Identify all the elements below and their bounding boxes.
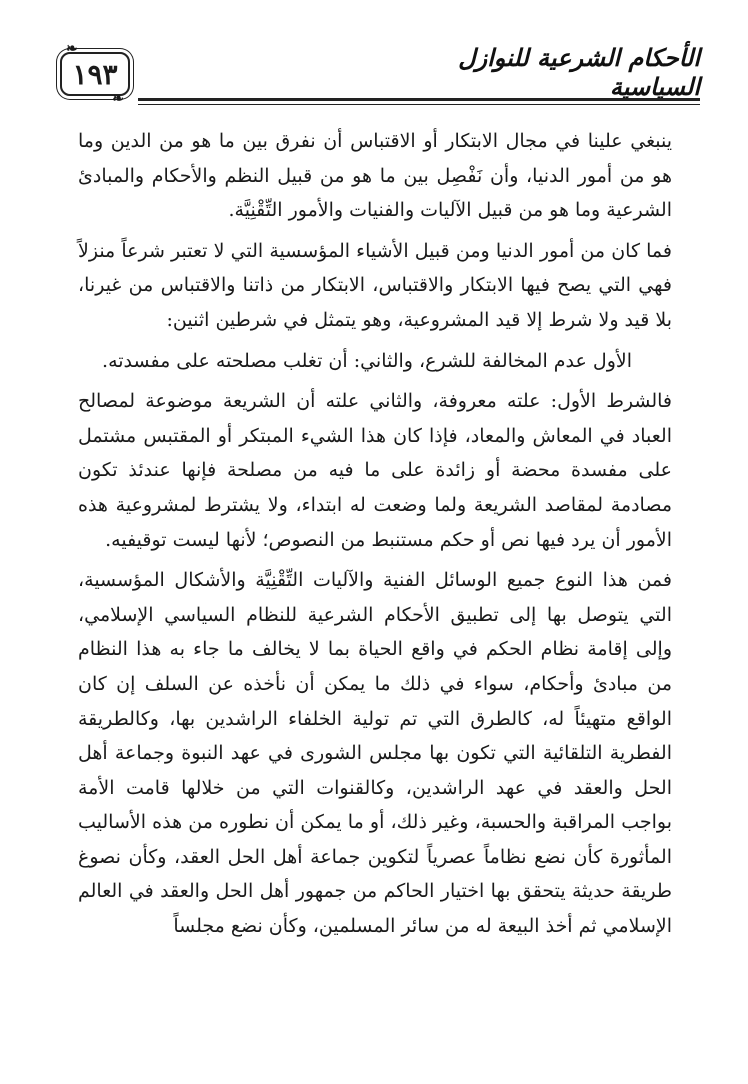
header-divider (138, 98, 700, 101)
page-header (60, 41, 700, 107)
header-divider-thin (138, 104, 700, 105)
paragraph: فالشرط الأول: علته معروفة، والثاني علته أن الشريعة موضوعة لمصالح العباد في المعاش والمعاد، فإذا كان هذا الشيء المبتكر أو المقتبس مشتمل على مفسدة محضة أو زائدة على ما فيه من مصلحة فإنها عندئذ تكون مصادمة لمقاصد الشريعة ولما وضعت له ابتداء، ولا يشترط لمشروعية هذه الأمور أن يرد فيها نص أو حكم مستنبط من النصوص؛ لأنها ليست توقيفيه. (78, 390, 672, 551)
paragraph: فمن هذا النوع جميع الوسائل الفنية والآليات التِّقْنِيَّة والأشكال المؤسسية، التي يتوصل بها إلى تطبيق الأحكام الشرعية للنظام السياسي الإسلامي، وإلى إقامة نظام الحكم في واقع الحياة بما لا يخالف ما جاء به هذا النظام من مبادئ وأحكام، سواء في ذلك ما يمكن أن نأخذه عن السلف إن كان الواقع متهيئاً له، كالطرق التي تم تولية الخلفاء الراشدين بها، وكالطريقة الفطرية التلقائية التي تكون بها مجلس الشورى في عهد النبوة وجماعة أهل الحل والعقد في عهد الراشدين، وكالقنوات التي من خلالها قامت الأمة بواجب المراقبة والحسبة، وغير ذلك، أو ما يمكن أن نطوره من هذه الأساليب المأثورة كأن نضع نظاماً عصرياً لتكوين جماعة أهل الحل العقد، وكأن نصوغ طريقة حديثة يتحقق بها اختيار الحاكم من جمهور أهل الحل والعقد في العالم الإسلامي ثم أخذ البيعة له من سائر المسلمين، وكأن نضع مجلساً (78, 569, 672, 938)
paragraph: الأول عدم المخالفة للشرع، والثاني: أن تغلب مصلحته على مفسدته. (102, 349, 632, 372)
running-title: الأحكام الشرعية للنوازل السياسية (458, 43, 700, 101)
page-number: ١٩٣ (72, 57, 118, 91)
ornament-icon: ❧ (112, 91, 124, 107)
ornament-icon: ❧ (66, 41, 78, 57)
page-number-frame (60, 41, 130, 107)
paragraph: فما كان من أمور الدنيا ومن قبيل الأشياء المؤسسية التي لا تعتبر شرعاً منزلاً فهي التي يصح فيها الابتكار والاقتباس، الابتكار من ذاتنا والاقتباس من غيرنا، بلا قيد ولا شرط إلا قيد المشروعية، وهو يتمثل في شرطين اثنين: (78, 239, 672, 331)
body-text (78, 124, 672, 950)
paragraph: ينبغي علينا في مجال الابتكار أو الاقتباس أن نفرق بين ما هو من الدين وما هو من أمور الدنيا، وأن نَفْصِل بين ما هو من قبيل النظم والأحكام والمبادئ الشرعية وما هو من قبيل الآليات والفنيات والأمور التِّقْنِيَّة. (78, 130, 672, 222)
